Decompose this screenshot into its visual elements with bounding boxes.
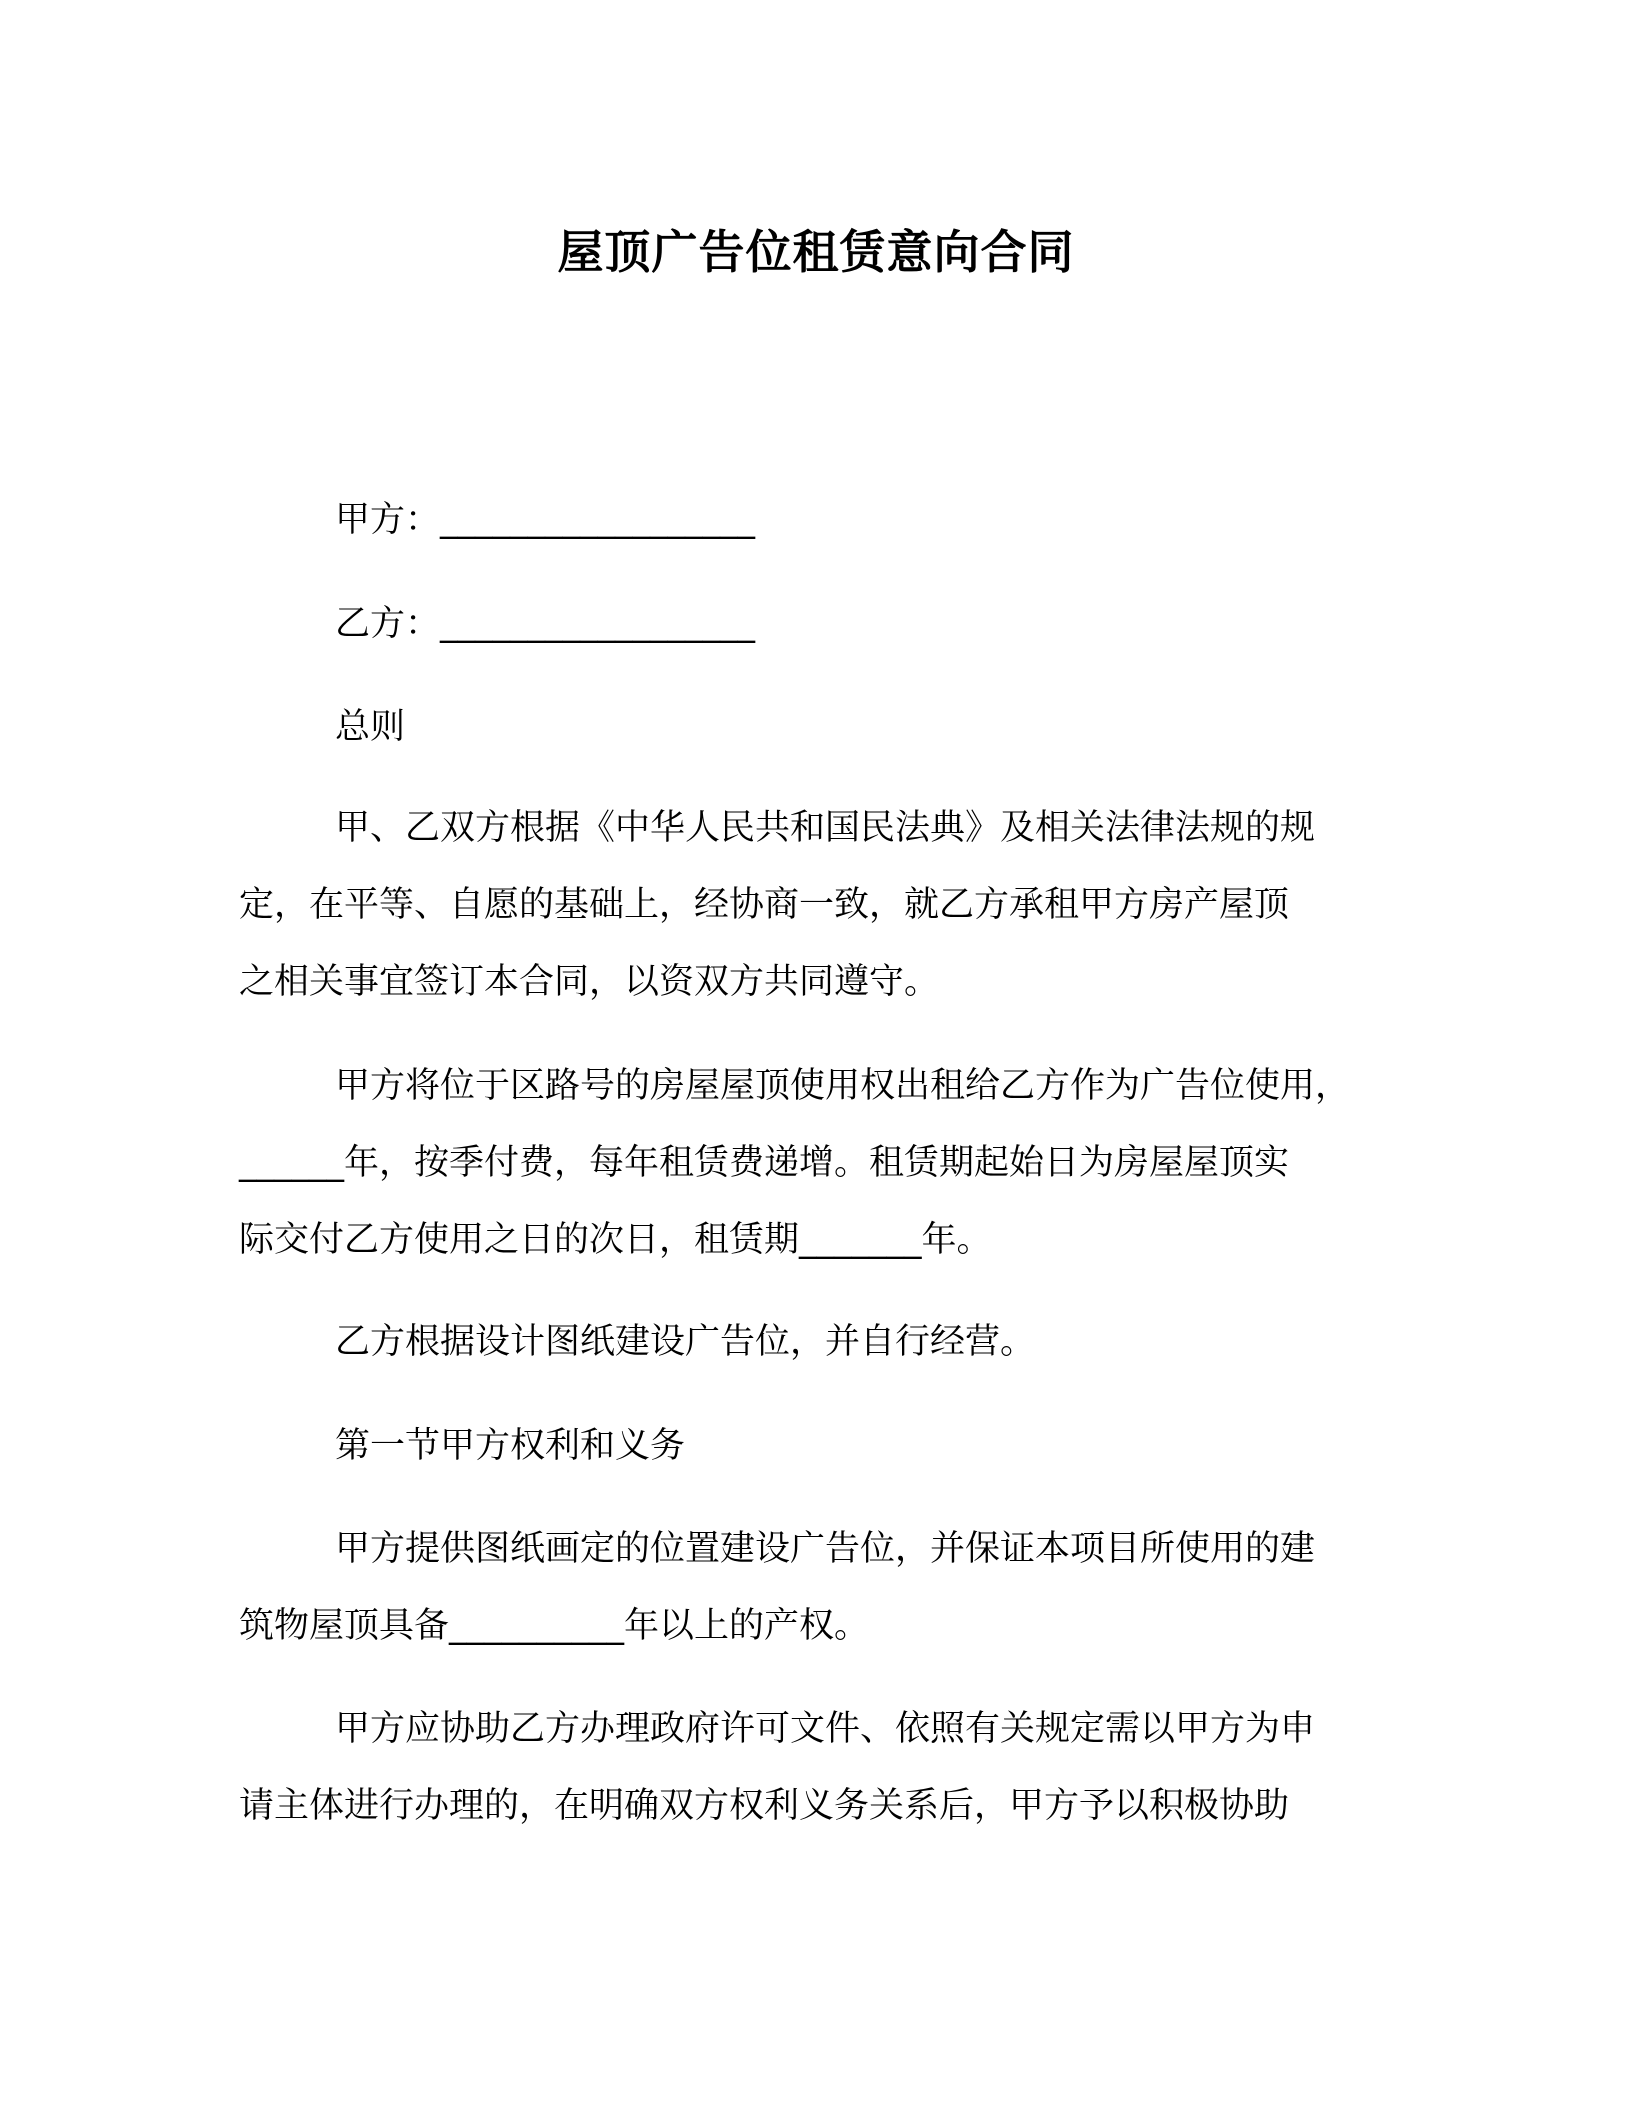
para1-line1: 甲、乙双方根据《中华人民共和国民法典》及相关法律法规的规 — [335, 808, 1316, 848]
para4-line1: 甲方提供图纸画定的位置建设广告位，并保证本项目所使用的建 — [335, 1529, 1316, 1569]
para4-line2: 筑物屋顶具备__________年以上的产权。 — [239, 1606, 870, 1646]
party-b-line: 乙方：__________________ — [335, 604, 756, 644]
para2-line3: 际交付乙方使用之日的次日，租赁期_______年。 — [239, 1220, 992, 1260]
para1-line3: 之相关事宜签订本合同，以资双方共同遵守。 — [239, 962, 940, 1002]
para3: 乙方根据设计图纸建设广告位，并自行经营。 — [335, 1322, 1036, 1362]
para5-line2: 请主体进行办理的，在明确双方权利义务关系后，甲方予以积极协助 — [239, 1786, 1290, 1826]
para5-line1: 甲方应协助乙方办理政府许可文件、依照有关规定需以甲方为申 — [335, 1709, 1316, 1749]
general-heading: 总则 — [335, 707, 406, 747]
document-title: 屋顶广告位租赁意向合同 — [557, 225, 1075, 279]
para1-line2: 定，在平等、自愿的基础上，经协商一致，就乙方承租甲方房产屋顶 — [239, 885, 1290, 925]
para2-line2: ______年，按季付费，每年租赁费递增。租赁期起始日为房屋屋顶实 — [239, 1143, 1290, 1183]
party-a-line: 甲方：__________________ — [335, 500, 756, 540]
para2-line1: 甲方将位于区路号的房屋屋顶使用权出租给乙方作为广告位使用， — [335, 1066, 1351, 1106]
section1-heading: 第一节甲方权利和义务 — [335, 1426, 686, 1466]
